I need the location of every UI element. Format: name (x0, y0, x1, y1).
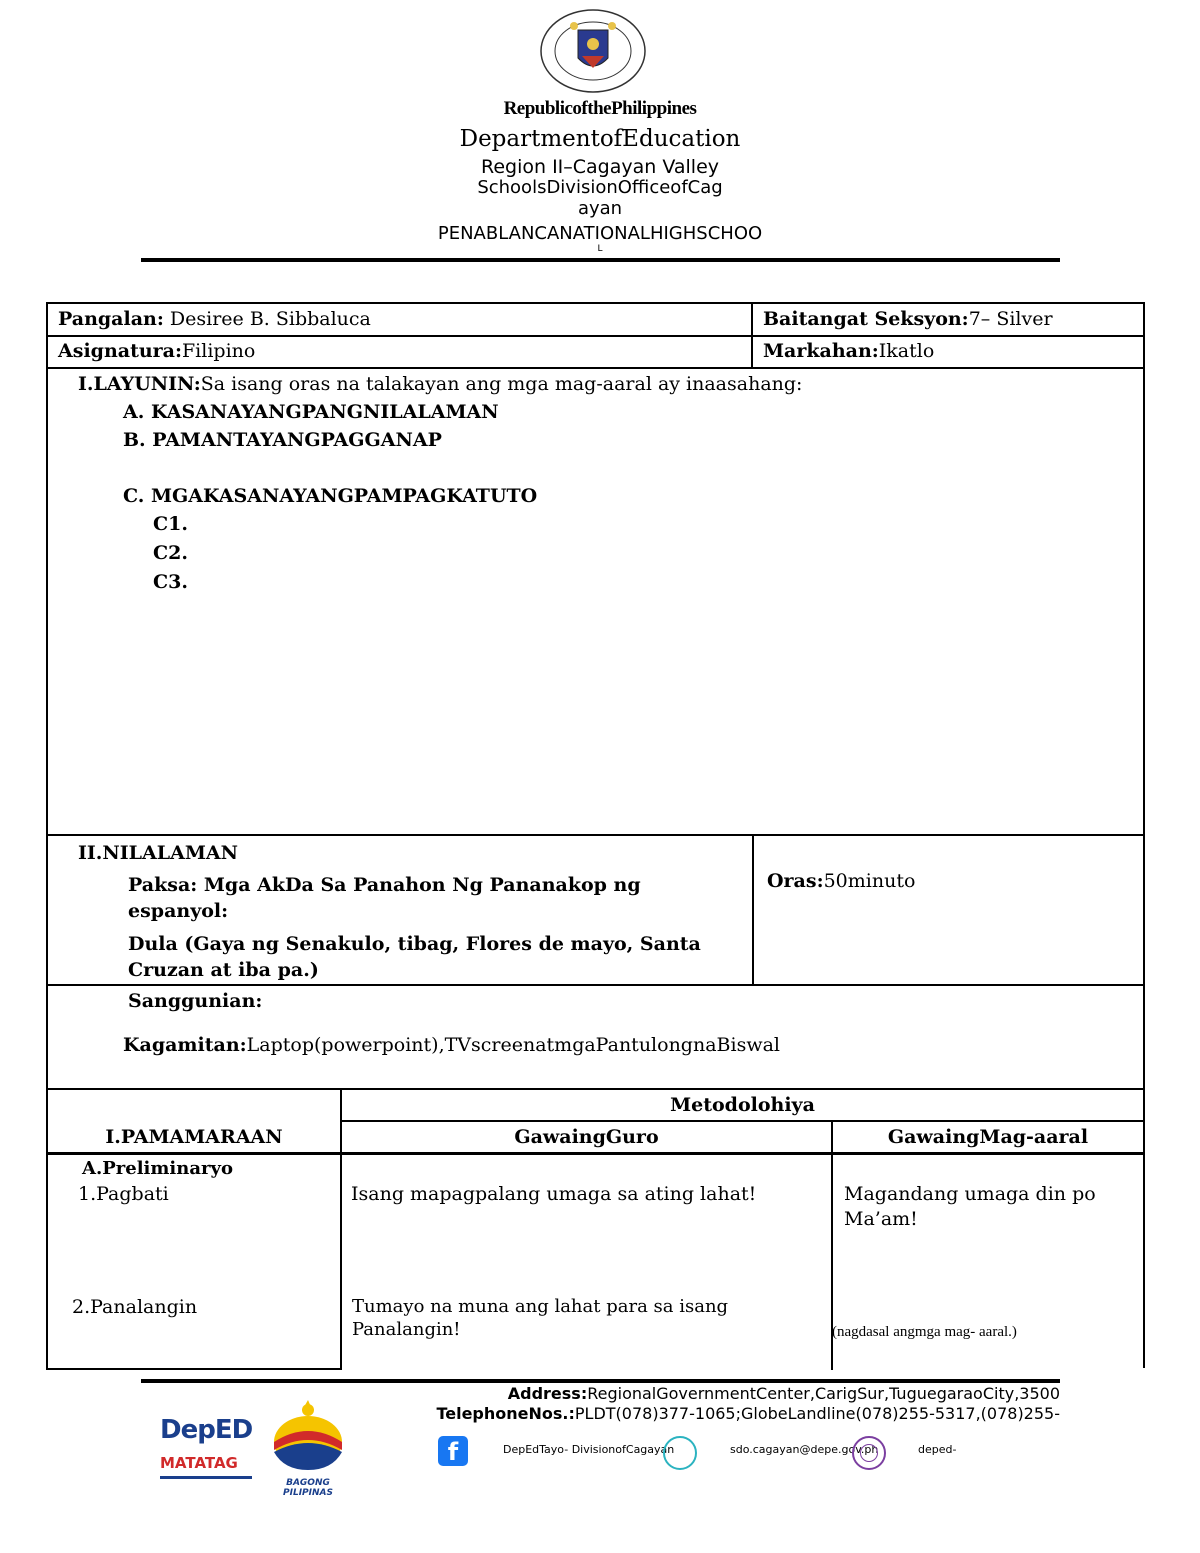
topic-line2: espanyol: (128, 900, 229, 922)
table-rule (340, 1120, 1145, 1122)
objective-c3: C3. (153, 571, 188, 593)
table-border-left (46, 302, 48, 1370)
procedure-header: I.PAMAMARAAN (105, 1126, 283, 1148)
student-prayer: (nagdasal angmga mag- aaral.) (832, 1324, 1017, 1340)
section-preliminary: A.Preliminaryo (82, 1158, 233, 1179)
republic-text: RepublicofthePhilippines (503, 98, 697, 119)
teacher-prayer-line2: Panalangin! (352, 1319, 461, 1340)
step-greeting: 1.Pagbati (78, 1183, 169, 1205)
deped-logo-text: DepED (160, 1415, 253, 1445)
time-value: 50minuto (823, 870, 916, 892)
subject-label: Asignatura: (58, 340, 182, 362)
topic-line1: Paksa: Mga AkDa Sa Panahon Ng Pananakop ng (128, 874, 641, 896)
school-name-line2: L (597, 244, 603, 254)
division-text-line1: SchoolsDivisionOfficeofCag (477, 177, 723, 198)
division-text-line2: ayan (577, 198, 623, 219)
website-link[interactable]: deped- (918, 1443, 957, 1456)
student-greeting-line2: Ma’am! (844, 1208, 918, 1230)
student-greeting-line1: Magandang umaga din po (844, 1183, 1096, 1205)
grade-value: 7– Silver (968, 308, 1053, 330)
objective-b: B. PAMANTAYANGPAGGANAP (123, 429, 442, 451)
table-col-divider (752, 834, 754, 986)
deped-seal-logo (538, 8, 648, 94)
subject-value: Filipino (182, 340, 256, 362)
drama-line1: Dula (Gaya ng Senakulo, tibag, Flores de mayo, Santa (128, 933, 701, 955)
table-border-top (46, 302, 1145, 304)
table-rule (46, 834, 1145, 836)
table-border-bottom (46, 1368, 342, 1370)
logo-underline (160, 1476, 252, 1479)
grade-label: Baitangat Seksyon: (763, 308, 969, 330)
matatag-text: MATATAG (160, 1454, 238, 1472)
phone-value: PLDT(078)377-1065;GlobeLandline(078)255-5317,(078)255- (574, 1404, 1060, 1423)
quarter-label: Markahan: (763, 340, 879, 362)
objective-c: C. MGAKASANAYANGPAMPAGKATUTO (123, 485, 538, 507)
objective-a: A. KASANAYANGPANGNILALAMAN (123, 401, 499, 423)
name-value: Desiree B. Sibbaluca (163, 308, 371, 330)
deped-matatag-logo (160, 1405, 260, 1490)
phone-label: TelephoneNos.: (436, 1404, 575, 1423)
region-text: Region II–Cagayan Valley (480, 156, 720, 178)
materials-label: Kagamitan: (123, 1034, 247, 1056)
materials-value: Laptop(powerpoint),TVscreenatmgaPantulongnaBiswal (246, 1034, 780, 1056)
email-link[interactable]: sdo.cagayan@depe.gov.ph (730, 1443, 879, 1456)
teacher-greeting: Isang mapagpalang umaga sa ating lahat! (351, 1183, 757, 1205)
quarter-value: Ikatlo (878, 340, 935, 362)
subject-field (58, 339, 255, 363)
facebook-icon[interactable]: f (438, 1436, 468, 1466)
department-text: DepartmentofEducation (459, 126, 741, 152)
school-name-line1: PENABLANCANATIONALHIGHSCHOO (437, 223, 763, 244)
time-label: Oras: (767, 870, 824, 892)
objective-c1: C1. (153, 513, 188, 535)
table-rule-thick (46, 1152, 1145, 1155)
quarter-field (763, 339, 934, 363)
step-prayer: 2.Panalangin (72, 1296, 198, 1318)
objectives-intro (78, 372, 802, 396)
address-line (508, 1384, 1060, 1403)
footer-divider (141, 1379, 1060, 1383)
objectives-heading: I.LAYUNIN: (78, 373, 201, 395)
references-label: Sanggunian: (128, 990, 263, 1012)
globe-icon (852, 1436, 886, 1470)
link-circle-icon (663, 1436, 697, 1470)
facebook-page-link[interactable]: DepEdTayo- DivisionofCagayan (503, 1443, 675, 1456)
table-col-divider (751, 302, 753, 369)
table-rule (46, 335, 1145, 337)
drama-line2: Cruzan at iba pa.) (128, 959, 319, 981)
teacher-prayer-line1: Tumayo na muna ang lahat para sa isang (352, 1296, 729, 1317)
teacher-activity-header: GawaingGuro (514, 1126, 659, 1148)
method-header: Metodolohiya (670, 1094, 815, 1116)
table-rule (46, 1088, 1145, 1090)
address-value: RegionalGovernmentCenter,CarigSur,TuguegaraoCity,3500 (587, 1384, 1060, 1403)
table-rule (46, 367, 1145, 369)
time-field (767, 869, 915, 893)
student-activity-header: GawaingMag-aaral (887, 1126, 1089, 1148)
bagong-pilipinas-logo (262, 1400, 354, 1498)
grade-section-field (763, 307, 1053, 331)
address-label: Address: (507, 1384, 588, 1403)
content-heading: II.NILALAMAN (78, 842, 238, 864)
objective-c2: C2. (153, 542, 188, 564)
phone-line (436, 1404, 1060, 1423)
objectives-intro-text: Sa isang oras na talakayan ang mga mag-aaral ay inaasahang: (200, 373, 803, 395)
table-rule (46, 984, 1145, 986)
bagong-pilipinas-text: BAGONG PILIPINAS (283, 1478, 333, 1498)
materials-field (123, 1033, 780, 1057)
header-divider (141, 258, 1060, 262)
name-field (58, 307, 371, 331)
table-border-right (1143, 302, 1145, 1368)
name-label: Pangalan: (58, 308, 164, 330)
